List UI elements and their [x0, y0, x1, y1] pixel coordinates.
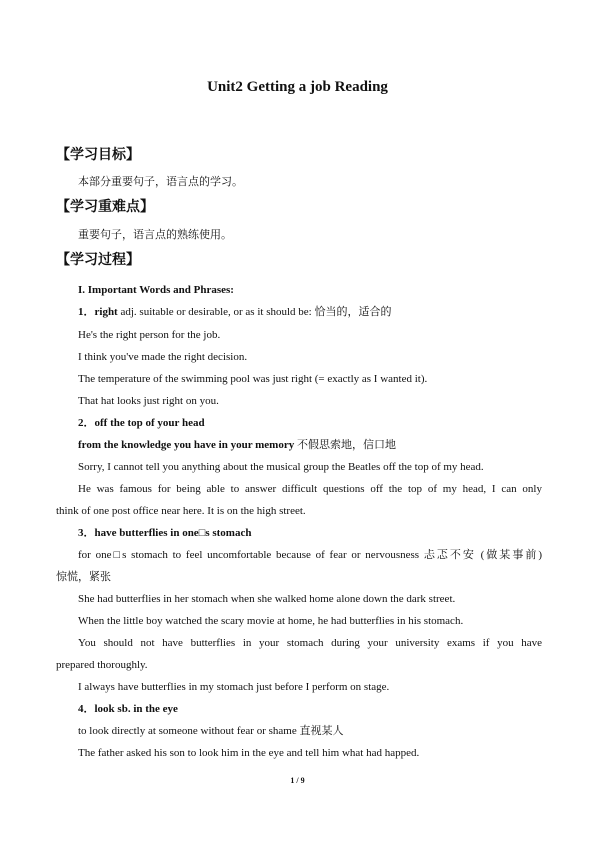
item3-example-1: She had butterflies in her stomach when she walked home alone down the dark street.	[78, 593, 456, 605]
item4-heading: 4．look sb. in the eye	[78, 703, 178, 715]
item3-heading: 3．have butterflies in one□s stomach	[78, 527, 252, 539]
item1-example-2: I think you've made the right decision.	[78, 351, 248, 363]
key-points-text: 重要句子，语言点的熟练使用。	[78, 229, 232, 241]
item1-definition: adj. suitable or desirable, or as it should be: 恰当的，适合的	[117, 306, 392, 318]
item3-example-2: When the little boy watched the scary movie at home, he had butterflies in his stomach.	[78, 615, 464, 627]
item3-example-3-line2: prepared thoroughly.	[56, 659, 148, 671]
item2-definition: from the knowledge you have in your memory	[78, 439, 295, 451]
item1-number: 1．	[78, 306, 95, 318]
item4-definition: to look directly at someone without fear or shame 直视某人	[78, 725, 344, 737]
part-title: I. Important Words and Phrases:	[78, 284, 234, 296]
item2-example-2-line1: He was famous for being able to answer difficult questions off the top of my head, I can only	[78, 483, 542, 495]
item3-definition-line1: for one□s stomach to feel uncomfortable because of fear or nervousness 忐忑不安 (做某事前)	[78, 549, 542, 561]
item1-line	[78, 306, 391, 319]
learning-process-heading: 【学习过程】	[56, 252, 140, 268]
item2-example-1: Sorry, I cannot tell you anything about the musical group the Beatles off the top of my head.	[78, 461, 484, 473]
key-points-heading: 【学习重难点】	[56, 199, 154, 215]
item2-heading: 2．off the top of your head	[78, 417, 205, 429]
item1-example-3: The temperature of the swimming pool was just right (= exactly as I wanted it).	[78, 373, 428, 385]
item3-example-4: I always have butterflies in my stomach just before I perform on stage.	[78, 681, 390, 693]
item2-definition-chinese: 不假思索地，信口地	[294, 439, 396, 451]
item1-word: right	[94, 306, 118, 318]
item3-definition-line2: 惊慌，紧张	[56, 571, 111, 583]
learning-objective-heading: 【学习目标】	[56, 147, 140, 163]
document-title: Unit2 Getting a job Reading	[207, 79, 388, 95]
item3-example-3-line1: You should not have butterflies in your stomach during your university exams if you have	[78, 637, 542, 649]
item2-definition-line	[78, 439, 396, 452]
item4-example-1: The father asked his son to look him in the eye and tell him what had happed.	[78, 747, 420, 759]
item1-example-1: He's the right person for the job.	[78, 329, 221, 341]
page-number: 1 / 9	[290, 776, 305, 785]
item2-example-2-line2: think of one post office near here. It is on the high street.	[56, 505, 306, 517]
learning-objective-text: 本部分重要句子，语言点的学习。	[78, 176, 243, 188]
item1-example-4: That hat looks just right on you.	[78, 395, 219, 407]
